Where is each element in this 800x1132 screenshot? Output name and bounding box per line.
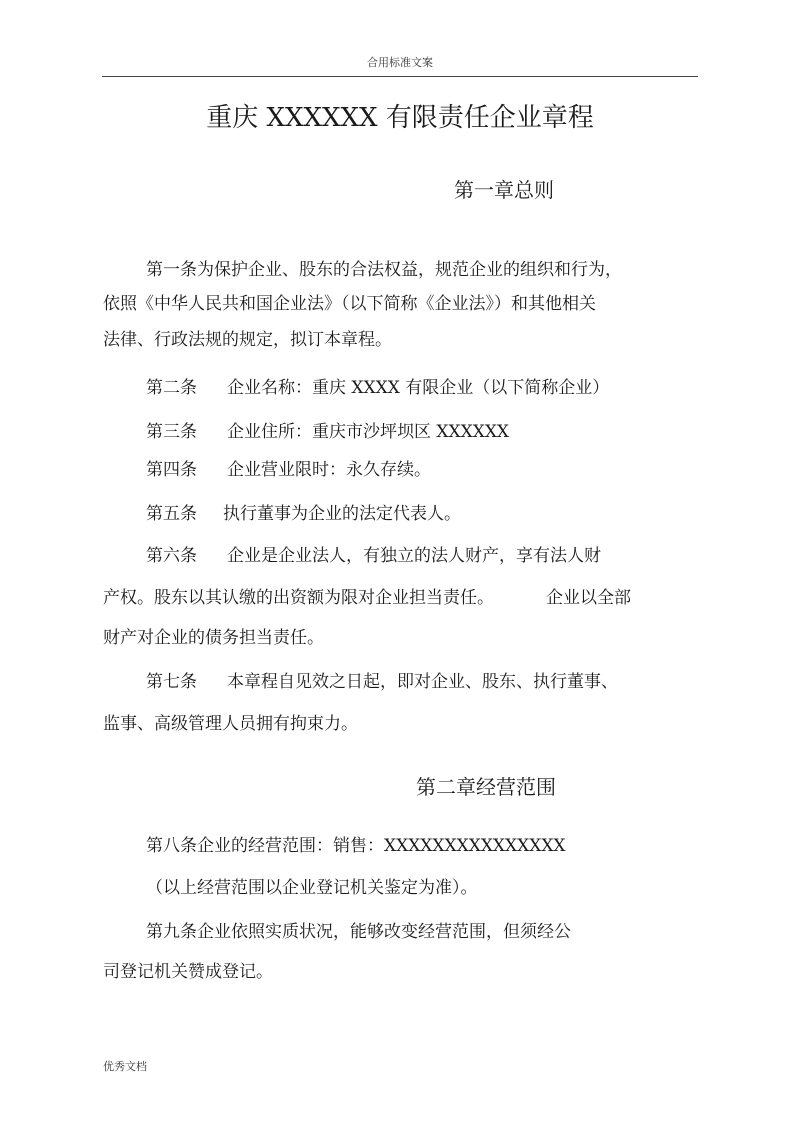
article-6-line-2a: 产权。股东以其认缴的出资额为限对企业担当责任。 — [103, 588, 494, 608]
article-8-line-2: （以上经营范围以企业登记机关鉴定为准）。 — [146, 878, 478, 898]
article-6-label: 第六条 — [146, 546, 197, 566]
article-6-line-3: 财产对企业的债务担当责任。 — [103, 628, 324, 648]
article-6-line-2b: 企业以全部 — [546, 588, 631, 608]
chapter-2-heading: 第二章经营范围 — [416, 775, 556, 799]
article-2-line — [146, 376, 609, 400]
article-7-label: 第七条 — [146, 672, 197, 692]
article-9-line-1: 第九条企业依照实质状况，能够改变经营范围，但须经公 — [146, 922, 571, 942]
article-3-line — [146, 420, 509, 444]
article-4-text: 企业营业限时：永久存续。 — [227, 460, 431, 480]
header-divider — [102, 76, 698, 77]
article-7-text: 本章程自见效之日起，即对企业、股东、执行董事、 — [227, 672, 618, 692]
article-9-line-2: 司登记机关赞成登记。 — [103, 962, 273, 982]
article-5-line — [146, 502, 461, 526]
article-3-text: 企业住所：重庆市沙坪坝区 XXXXXX — [227, 422, 510, 442]
article-3-label: 第三条 — [146, 422, 197, 442]
article-6-line-1 — [146, 544, 601, 568]
article-6-line-2 — [103, 586, 631, 610]
article-1-line-1: 第一条为保护企业、股东的合法权益，规范企业的组织和行为， — [146, 260, 622, 280]
page-header: 合用标准文案 — [367, 56, 433, 69]
article-5-label: 第五条 — [146, 504, 197, 524]
article-5-text: 执行董事为企业的法定代表人。 — [223, 504, 461, 524]
page-footer: 优秀文档 — [103, 1060, 147, 1073]
article-2-text: 企业名称：重庆 XXXX 有限企业（以下简称企业） — [227, 378, 610, 398]
article-4-label: 第四条 — [146, 460, 197, 480]
article-6-text: 企业是企业法人，有独立的法人财产，享有法人财 — [227, 546, 601, 566]
article-4-line — [146, 458, 431, 482]
article-8-line-1: 第八条企业的经营范围：销售：XXXXXXXXXXXXXXX — [146, 836, 566, 856]
chapter-1-heading: 第一章总则 — [454, 178, 554, 202]
article-2-label: 第二条 — [146, 378, 197, 398]
article-1-line-3: 法律、行政法规的规定，拟订本章程。 — [103, 330, 392, 350]
document-title: 重庆 XXXXXX 有限责任企业章程 — [206, 103, 594, 133]
article-1-line-2: 依照《中华人民共和国企业法》（以下简称《企业法》）和其他相关 — [103, 294, 596, 314]
article-7-line-1 — [146, 670, 618, 694]
article-7-line-2: 监事、高级管理人员拥有拘束力。 — [103, 714, 358, 734]
